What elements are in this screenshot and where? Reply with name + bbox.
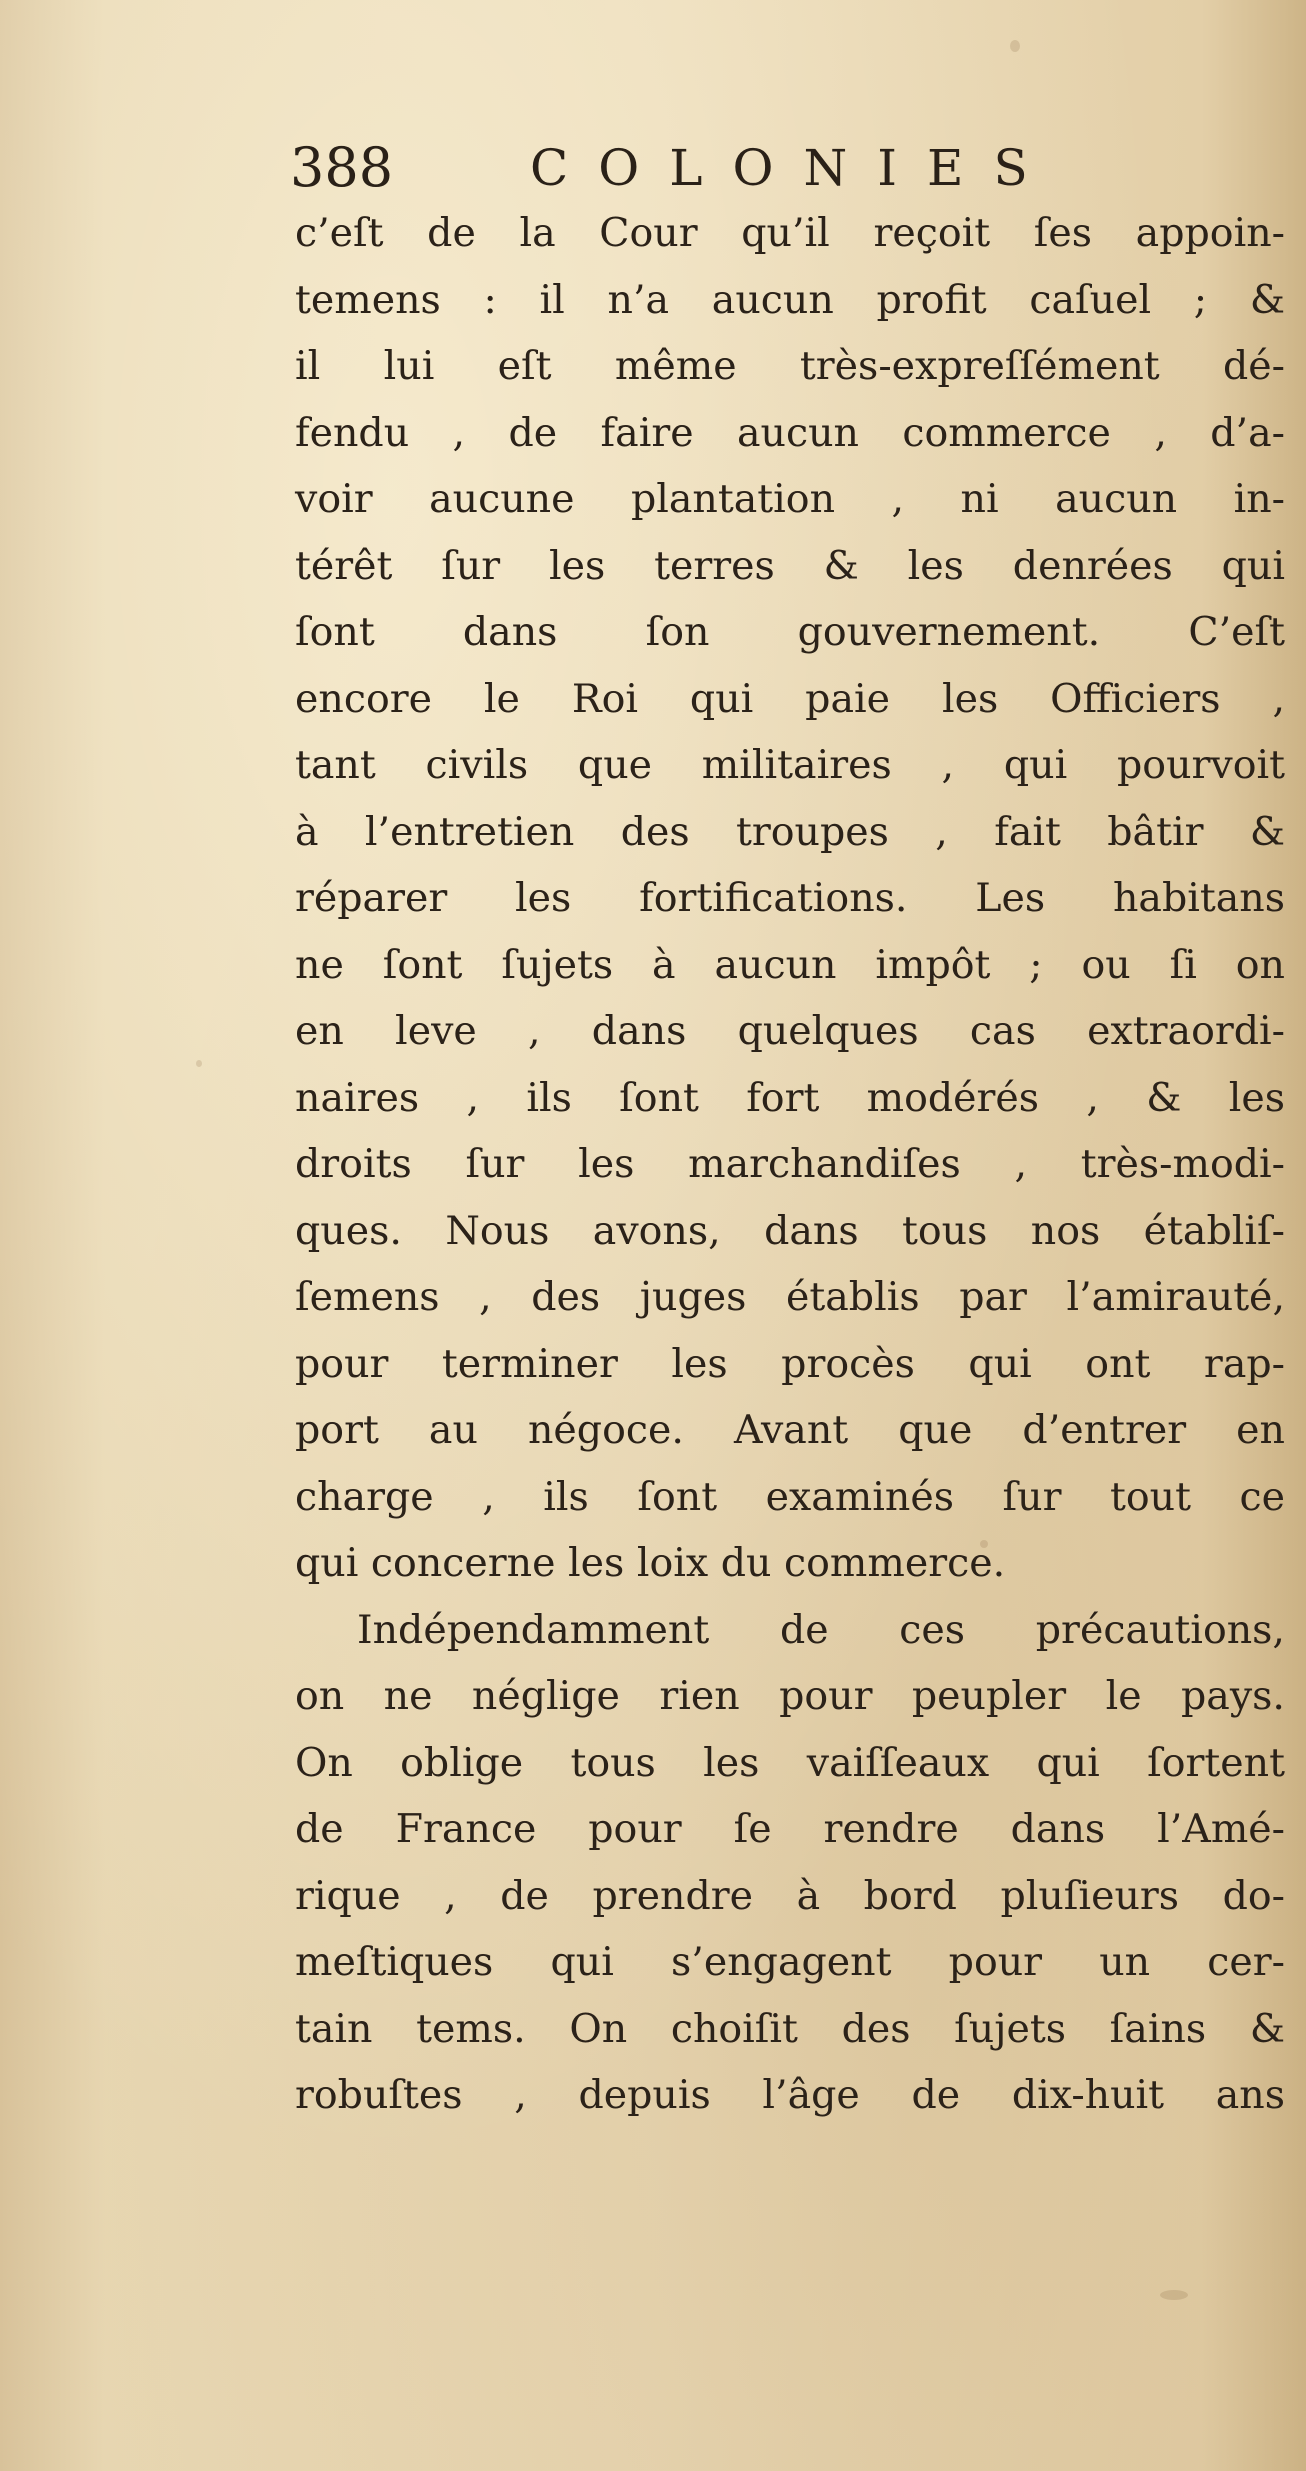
paragraph-start-line: Indépendamment de ces précautions, [357, 1606, 1285, 1653]
running-title: COLONIES [530, 139, 1058, 197]
text-line: en leve , dans quelques cas extraordi- [295, 1008, 1285, 1054]
text-line: tant civils que militaires , qui pourvoit [295, 742, 1285, 788]
paragraph-end-line: qui concerne les loix du commerce. [295, 1540, 1006, 1586]
body-text [295, 200, 1285, 2129]
text-line: fendu , de faire aucun commerce , d’a- [295, 409, 1285, 456]
page-number: 388 [290, 136, 394, 199]
text-line: On oblige tous les vaiſſeaux qui ſortent [295, 1739, 1285, 1786]
text-line: charge , ils ſont examinés ſur tout ce [295, 1473, 1285, 1520]
paper-stain [196, 1060, 202, 1067]
text-line: réparer les fortifications. Les habitans [295, 875, 1285, 921]
text-line: ques. Nous avons, dans tous nos établiſ- [295, 1207, 1285, 1254]
text-line: encore le Roi qui paie les Officiers , [295, 675, 1285, 722]
paper-stain [1160, 2290, 1188, 2300]
text-line: temens : il n’a aucun profit caſuel ; & [295, 276, 1285, 323]
text-line: droits ſur les marchandiſes , très-modi- [295, 1141, 1285, 1187]
text-line: c’eſt de la Cour qu’il reçoit ſes appoin- [295, 210, 1285, 256]
text-line: térêt ſur les terres & les denrées qui [295, 542, 1285, 589]
text-line: meſtiques qui s’engagent pour un cer- [295, 1939, 1285, 1985]
text-line: naires , ils ſont fort modérés , & les [295, 1074, 1285, 1121]
text-line: voir aucune plantation , ni aucun in- [295, 476, 1285, 522]
text-line: on ne néglige rien pour peupler le pays. [295, 1673, 1285, 1719]
text-line: il lui eſt même très-expreſſément dé- [295, 343, 1285, 389]
text-line: ne ſont ſujets à aucun impôt ; ou ſi on [295, 941, 1285, 988]
paper-stain [1010, 40, 1020, 52]
text-line: pour terminer les procès qui ont rap- [295, 1340, 1285, 1387]
text-line: tain tems. On choiſit des ſujets ſains & [295, 2005, 1285, 2052]
text-line: rique , de prendre à bord pluſieurs do- [295, 1872, 1285, 1919]
text-line: ſemens , des juges établis par l’amirauté, [295, 1274, 1285, 1320]
running-header [290, 128, 1090, 208]
text-line: robuſtes , depuis l’âge de dix-huit ans [295, 2072, 1285, 2118]
text-line: port au négoce. Avant que d’entrer en [295, 1407, 1285, 1453]
text-line: de France pour ſe rendre dans l’Amé- [295, 1806, 1285, 1852]
text-line: à l’entretien des troupes , fait bâtir & [295, 808, 1285, 855]
text-line: ſont dans ſon gouvernement. C’eſt [295, 609, 1285, 655]
